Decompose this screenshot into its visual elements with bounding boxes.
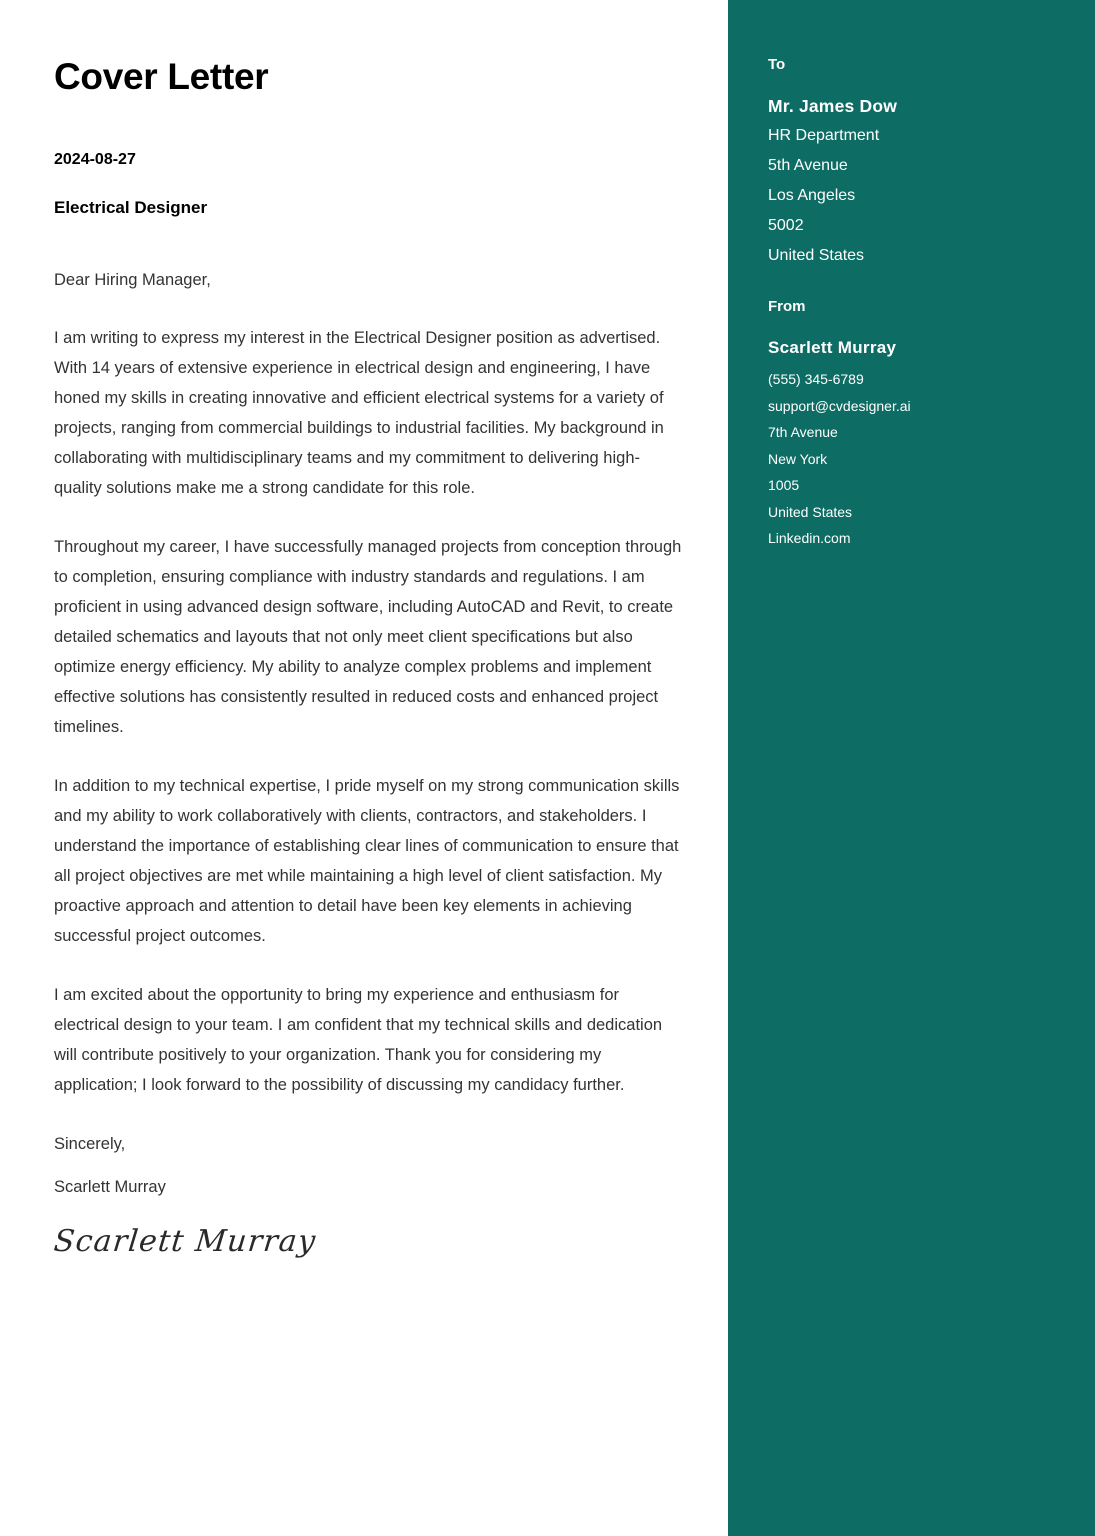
sender-line: 7th Avenue [768, 424, 838, 440]
body-paragraph: I am writing to express my interest in the Electrical Designer position as advertised. With 14 years of extensive experience in electrical design and engineering, I have honed my skills in creating innovative and efficient electrical systems for a variety of projects, ranging from commercial buildings to industrial facilities. My background in collaborating with multidisciplinary teams and my commitment to delivering high-quality solutions make me a strong candidate for this role. [54, 328, 664, 497]
sender-name: Scarlett Murray [768, 338, 897, 357]
recipient-line: 5th Avenue [768, 157, 848, 174]
body-paragraph: In addition to my technical expertise, I pride myself on my strong communication skills and my ability to work collaboratively with clients, contractors, and stakeholders. I understand the importance of establishing clear lines of communication to ensure that all project objectives are met while maintaining a high level of client satisfaction. My proactive approach and attention to detail have been key elements in achieving successful project outcomes. [54, 776, 680, 945]
body-paragraph: I am excited about the opportunity to bring my experience and enthusiasm for electrical design to your team. I am confident that my technical skills and dedication will contribute positively to your organization. Thank you for considering my application; I look forward to the possibility of discussing my candidacy further. [54, 985, 663, 1094]
recipient-line: Los Angeles [768, 187, 856, 204]
sender-line: United States [768, 503, 853, 520]
sender-line: 1005 [768, 477, 800, 493]
closing-name: Scarlett Murray [54, 1177, 166, 1196]
job-title: Electrical Designer [54, 197, 208, 217]
page-title: Cover Letter [54, 56, 269, 97]
to-heading: To [768, 56, 786, 73]
sender-phone: (555) 345-6789 [768, 371, 864, 387]
sender-line: New York [768, 450, 828, 467]
recipient-block [768, 56, 1065, 271]
letter-date: 2024-08-27 [54, 150, 136, 168]
sender-email: support@cvdesigner.ai [768, 397, 911, 414]
recipient-line: HR Department [768, 127, 880, 144]
recipient-name: Mr. James Dow [768, 96, 898, 116]
contact-sidebar [728, 0, 1095, 1536]
closing-salutation: Sincerely, [54, 1134, 126, 1153]
sender-website: Linkedin.com [768, 530, 851, 546]
recipient-line: United States [768, 247, 865, 264]
from-heading: From [768, 298, 806, 315]
signature: Scarlett Murray [52, 1223, 318, 1259]
body-paragraph: Throughout my career, I have successfully managed projects from conception through to completion, ensuring compliance with industry standards and regulations. I am proficient in using advanced design software, including AutoCAD and Revit, to create detailed schematics and layouts that not only meet client specifications but also optimize energy efficiency. My ability to analyze complex problems and implement effective solutions has consistently resulted in reduced costs and enhanced project timelines. [54, 537, 682, 736]
recipient-line: 5002 [768, 217, 804, 234]
sender-block [768, 298, 1065, 552]
salutation: Dear Hiring Manager, [54, 270, 211, 289]
